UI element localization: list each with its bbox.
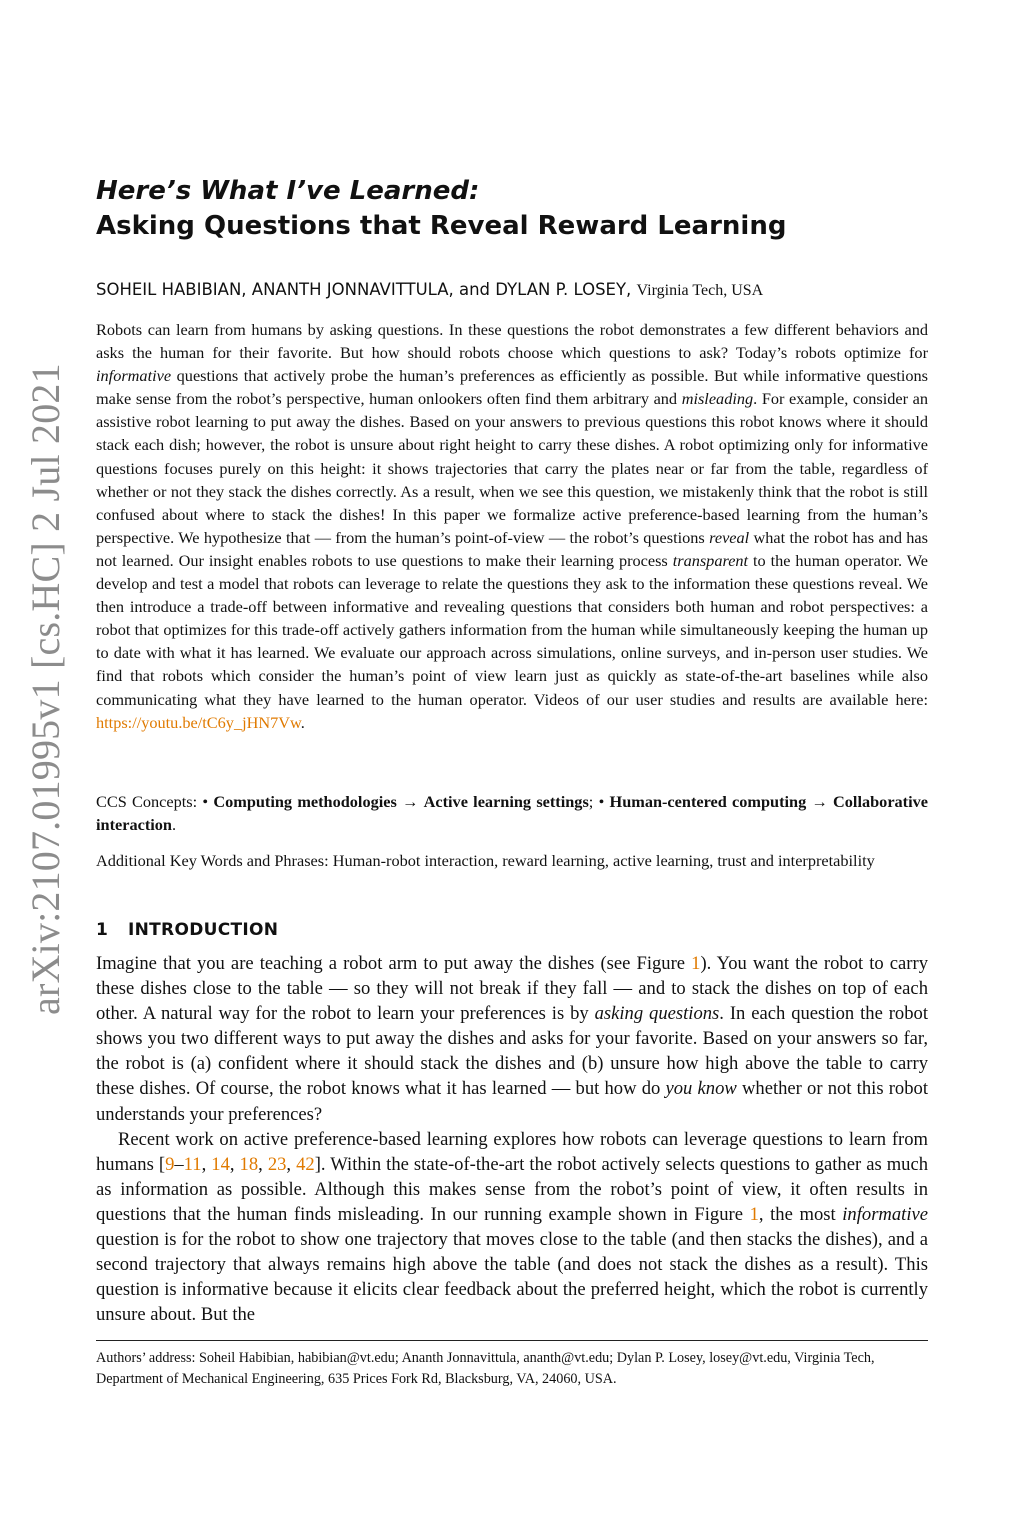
video-link[interactable]: https://youtu.be/tC6y_jHN7Vw (96, 712, 301, 732)
paper-title (96, 174, 928, 244)
abstract-text: . (300, 712, 305, 732)
citation-link[interactable]: 18 (239, 1153, 259, 1175)
abstract (96, 318, 928, 734)
section-title: INTRODUCTION (128, 920, 279, 940)
citation-link[interactable]: 11 (183, 1153, 202, 1175)
intro-text: , (258, 1153, 268, 1175)
ccs-concepts (96, 790, 928, 836)
ccs-arrow: → (396, 792, 424, 811)
citation-link[interactable]: 14 (211, 1153, 230, 1175)
ccs-concept: Collaborative interaction (96, 792, 928, 834)
figure-reference-link[interactable]: 1 (691, 953, 701, 974)
intro-paragraph (96, 951, 928, 1127)
abstract-text: to the human operator. We develop and test a model that robots can leverage to relate the questions they ask to the information these questions reveal. We then introduce a trade-off between informative and revealing questions that considers both human and robot perspectives: a robot that optimizes for this trade-off actively gathers information from the human while simultaneously keeping the human up to date with what it has learned. We evaluate our approach across simulations, online surveys, and in-person user studies. We find that robots which consider the human’s point of view learn just as quickly as state-of-the-art baselines while also communicating what they have learned to the human operator. Videos of our user studies and results are available here: (96, 550, 928, 709)
ccs-arrow: → (806, 792, 834, 811)
abstract-emphasis: informative (96, 366, 172, 386)
intro-paragraph (96, 1127, 928, 1328)
intro-text: question is for the robot to show one trajectory that moves close to the table (and then stacks the dishes), and a second trajectory that always remains high above the table (and does not stack the dishes as a result). This question is informative because it elicits clear feedback about the preferred height, which the robot is currently unsure about. But the (96, 1229, 928, 1326)
title-line-2: Asking Questions that Reveal Reward Learning (96, 211, 787, 241)
intro-emphasis: you know (665, 1078, 737, 1100)
intro-emphasis: informative (842, 1203, 928, 1225)
intro-text: ). You want the robot to carry these dishes close to the table — so they will not break if they fall — and to stack the dishes on top of each other. A natural way for the robot to learn your preferences is by (96, 953, 928, 1025)
author-names: SOHEIL HABIBIAN, ANANTH JONNAVITTULA, and DYLAN P. LOSEY, (96, 280, 632, 299)
intro-text: Imagine that you are teaching a robot arm to put away the dishes (see Figure (96, 953, 692, 974)
intro-text: . In each question the robot shows you two different ways to put away the dishes and asks for your favorite. Based on your answers so far, the robot is (a) confident where it should stack the dishes and (b) unsure how high above the table to carry these dishes. Of course, the robot knows what it has learned — but how do (96, 1003, 928, 1100)
abstract-emphasis: transparent (672, 550, 749, 570)
abstract-emphasis: reveal (709, 527, 750, 547)
citation-link[interactable]: 42 (296, 1153, 315, 1175)
introduction-body (96, 951, 928, 1327)
intro-text: , (229, 1153, 240, 1175)
arxiv-identifier-stamp: arXiv:2107.01995v1 [cs.HC] 2 Jul 2021 (23, 363, 68, 1015)
author-list (96, 280, 928, 300)
ccs-concept: Human-centered computing (609, 792, 807, 811)
ccs-concept: Computing methodologies (213, 792, 397, 811)
abstract-emphasis: misleading (681, 389, 754, 409)
citation-link[interactable]: 9 (165, 1153, 175, 1175)
intro-emphasis: asking questions (594, 1003, 720, 1025)
ccs-end: . (171, 815, 177, 834)
abstract-text: questions that actively probe the human’s preferences as efficiently as possible. But while informative questions make sense from the robot’s perspective, human onlookers often find them arbitrary and (96, 366, 928, 409)
figure-reference-link[interactable]: 1 (749, 1203, 759, 1225)
abstract-text: . For example, consider an assistive robot learning to put away the dishes. Based on your answers to previous questions this robot knows where it should stack each dish; however, the robot is unsure about right height to carry these dishes. A robot optimizing only for informative questions focuses purely on this height: it shows trajectories that carry the plates near or far from the table, regardless of whether or not they stack the dishes correctly. As a result, when we see this question, we mistakenly think that the robot is still confused about where to stack the dishes! In this paper we formalize active preference-based learning from the human’s perspective. We hypothesize that — from the human’s point-of-view — the robot’s questions (96, 389, 928, 547)
intro-text: whether or not this robot understands your preferences? (96, 1078, 928, 1125)
authors-address-footnote: Authors’ address: Soheil Habibian, habibian@vt.edu; Ananth Jonnavittula, ananth@vt.edu; Dylan P. Losey, losey@vt.edu, Virginia Tech, Department of Mechanical Engineering, 635 Prices Fork Rd, Blacksburg, VA, 24060, USA. (96, 1350, 875, 1387)
section-heading (96, 920, 928, 940)
ccs-separator: ; • (588, 792, 610, 811)
intro-text: , (286, 1153, 297, 1175)
keywords: Additional Key Words and Phrases: Human-robot interaction, reward learning, active learning, trust and interpretability (96, 851, 875, 870)
abstract-text: Robots can learn from humans by asking questions. In these questions the robot demonstrates a few different behaviors and asks the human for their favorite. But how should robots choose which questions to ask? Today’s robots optimize for (96, 320, 928, 363)
intro-text: – (174, 1153, 184, 1175)
intro-text: , (201, 1153, 212, 1175)
citation-link[interactable]: 23 (267, 1153, 287, 1175)
title-line-1: Here’s What I’ve Learned: (96, 176, 480, 206)
ccs-concept: Active learning settings (423, 792, 589, 811)
intro-text: Recent work on active preference-based learning explores how robots can leverage questions to learn from humans [ (96, 1128, 928, 1175)
author-affiliation: Virginia Tech, USA (636, 282, 764, 299)
abstract-text: what the robot has and has not learned. Our insight enables robots to use questions to make their learning process (96, 527, 928, 570)
intro-text: , the most (758, 1203, 843, 1225)
ccs-label: CCS Concepts: • (96, 792, 214, 811)
section-number: 1 (96, 920, 109, 940)
intro-text: ]. Within the state-of-the-art the robot actively selects questions to gather as much as information as possible. Although this makes sense from the robot’s point of view, it often results in questions that the human finds misleading. In our running example shown in Figure (96, 1153, 929, 1225)
footnote-divider (96, 1340, 928, 1341)
